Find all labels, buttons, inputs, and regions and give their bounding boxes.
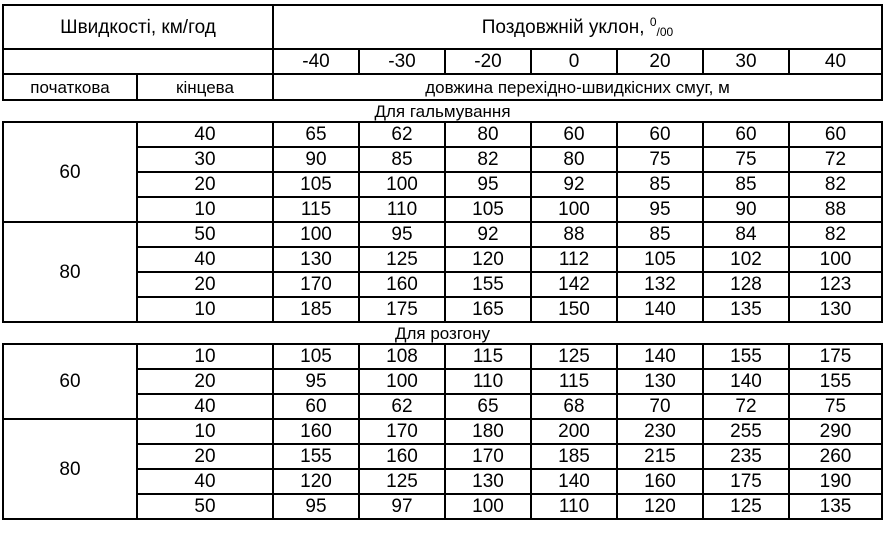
- length-value-cell: 68: [531, 394, 617, 419]
- header-row-top: [3, 5, 882, 49]
- slope-unit-sub: /00: [656, 25, 674, 39]
- length-value-cell: 125: [359, 247, 445, 272]
- length-value-cell: 155: [703, 344, 789, 369]
- length-value-cell: 75: [617, 147, 703, 172]
- slope-header: -20: [445, 49, 531, 74]
- length-value-cell: 108: [359, 344, 445, 369]
- length-value-cell: 72: [789, 147, 882, 172]
- length-value-cell: 140: [703, 369, 789, 394]
- speeds-title: Швидкості, км/год: [3, 5, 273, 49]
- length-value-cell: 62: [359, 122, 445, 147]
- initial-speed-cell: 80: [3, 419, 137, 519]
- section-title-row: [3, 100, 882, 122]
- length-value-cell: 60: [273, 394, 359, 419]
- length-value-cell: 90: [273, 147, 359, 172]
- table-row: [3, 122, 882, 147]
- length-value-cell: 150: [531, 297, 617, 322]
- length-value-cell: 175: [703, 469, 789, 494]
- length-value-cell: 82: [789, 222, 882, 247]
- length-value-cell: 100: [359, 369, 445, 394]
- length-value-cell: 85: [617, 222, 703, 247]
- final-speed-cell: 40: [137, 394, 273, 419]
- length-label: довжина перехідно-швидкісних смуг, м: [273, 74, 882, 100]
- length-value-cell: 260: [789, 444, 882, 469]
- length-value-cell: 85: [359, 147, 445, 172]
- final-speed-cell: 10: [137, 197, 273, 222]
- length-value-cell: 95: [617, 197, 703, 222]
- length-value-cell: 95: [359, 222, 445, 247]
- length-value-cell: 185: [531, 444, 617, 469]
- length-value-cell: 80: [531, 147, 617, 172]
- initial-label: початкова: [3, 74, 137, 100]
- length-value-cell: 123: [789, 272, 882, 297]
- length-value-cell: 125: [531, 344, 617, 369]
- length-value-cell: 85: [703, 172, 789, 197]
- length-value-cell: 95: [445, 172, 531, 197]
- initial-speed-cell: 80: [3, 222, 137, 322]
- final-speed-cell: 40: [137, 247, 273, 272]
- length-value-cell: 132: [617, 272, 703, 297]
- length-value-cell: 215: [617, 444, 703, 469]
- length-value-cell: 140: [617, 344, 703, 369]
- initial-speed-cell: 60: [3, 122, 137, 222]
- slope-title-cell: [273, 5, 882, 49]
- length-value-cell: 102: [703, 247, 789, 272]
- length-value-cell: 85: [617, 172, 703, 197]
- length-value-cell: 80: [445, 122, 531, 147]
- length-value-cell: 200: [531, 419, 617, 444]
- length-value-cell: 88: [789, 197, 882, 222]
- length-value-cell: 90: [703, 197, 789, 222]
- final-speed-cell: 50: [137, 494, 273, 519]
- length-value-cell: 115: [531, 369, 617, 394]
- length-value-cell: 110: [531, 494, 617, 519]
- final-speed-cell: 20: [137, 272, 273, 297]
- length-value-cell: 60: [531, 122, 617, 147]
- length-value-cell: 65: [273, 122, 359, 147]
- length-value-cell: 130: [273, 247, 359, 272]
- length-value-cell: 155: [273, 444, 359, 469]
- length-value-cell: 100: [273, 222, 359, 247]
- length-value-cell: 105: [273, 172, 359, 197]
- length-value-cell: 120: [445, 247, 531, 272]
- slope-header: 40: [789, 49, 882, 74]
- length-value-cell: 160: [359, 444, 445, 469]
- length-value-cell: 110: [445, 369, 531, 394]
- section-title: Для гальмування: [3, 100, 882, 122]
- length-value-cell: 120: [617, 494, 703, 519]
- length-value-cell: 70: [617, 394, 703, 419]
- length-value-cell: 115: [273, 197, 359, 222]
- length-value-cell: 60: [617, 122, 703, 147]
- final-speed-cell: 50: [137, 222, 273, 247]
- length-value-cell: 120: [273, 469, 359, 494]
- length-value-cell: 130: [617, 369, 703, 394]
- final-label: кінцева: [137, 74, 273, 100]
- length-value-cell: 160: [273, 419, 359, 444]
- section-title: Для розгону: [3, 322, 882, 344]
- header-row-slopes: [3, 49, 882, 74]
- length-value-cell: 128: [703, 272, 789, 297]
- final-speed-cell: 10: [137, 297, 273, 322]
- length-value-cell: 165: [445, 297, 531, 322]
- length-value-cell: 100: [531, 197, 617, 222]
- length-value-cell: 142: [531, 272, 617, 297]
- length-value-cell: 155: [445, 272, 531, 297]
- final-speed-cell: 40: [137, 122, 273, 147]
- final-speed-cell: 20: [137, 369, 273, 394]
- header-blank: [3, 49, 273, 74]
- length-value-cell: 100: [359, 172, 445, 197]
- length-value-cell: 82: [789, 172, 882, 197]
- final-speed-cell: 10: [137, 419, 273, 444]
- slope-title: Поздовжній уклон,: [481, 17, 645, 38]
- length-value-cell: 175: [789, 344, 882, 369]
- slope-header: 20: [617, 49, 703, 74]
- length-value-cell: 112: [531, 247, 617, 272]
- length-value-cell: 135: [789, 494, 882, 519]
- initial-speed-cell: 60: [3, 344, 137, 419]
- length-value-cell: 170: [273, 272, 359, 297]
- length-value-cell: 125: [703, 494, 789, 519]
- length-value-cell: 105: [445, 197, 531, 222]
- length-value-cell: 175: [359, 297, 445, 322]
- slope-header: -30: [359, 49, 445, 74]
- length-value-cell: 255: [703, 419, 789, 444]
- length-value-cell: 140: [617, 297, 703, 322]
- length-value-cell: 130: [789, 297, 882, 322]
- length-value-cell: 125: [359, 469, 445, 494]
- final-speed-cell: 10: [137, 344, 273, 369]
- length-value-cell: 97: [359, 494, 445, 519]
- final-speed-cell: 20: [137, 444, 273, 469]
- length-value-cell: 105: [273, 344, 359, 369]
- slope-header: -40: [273, 49, 359, 74]
- length-value-cell: 130: [445, 469, 531, 494]
- length-value-cell: 190: [789, 469, 882, 494]
- length-value-cell: 62: [359, 394, 445, 419]
- length-value-cell: 235: [703, 444, 789, 469]
- length-value-cell: 110: [359, 197, 445, 222]
- length-value-cell: 170: [445, 444, 531, 469]
- final-speed-cell: 40: [137, 469, 273, 494]
- length-value-cell: 170: [359, 419, 445, 444]
- final-speed-cell: 20: [137, 172, 273, 197]
- length-value-cell: 100: [789, 247, 882, 272]
- length-value-cell: 92: [445, 222, 531, 247]
- length-value-cell: 92: [531, 172, 617, 197]
- table-row: [3, 344, 882, 369]
- length-value-cell: 115: [445, 344, 531, 369]
- length-value-cell: 60: [703, 122, 789, 147]
- length-value-cell: 105: [617, 247, 703, 272]
- length-value-cell: 88: [531, 222, 617, 247]
- length-value-cell: 75: [703, 147, 789, 172]
- table-row: [3, 419, 882, 444]
- length-value-cell: 140: [531, 469, 617, 494]
- length-value-cell: 95: [273, 494, 359, 519]
- header-row-labels: [3, 74, 882, 100]
- length-value-cell: 230: [617, 419, 703, 444]
- length-value-cell: 155: [789, 369, 882, 394]
- slope-header: 0: [531, 49, 617, 74]
- length-value-cell: 290: [789, 419, 882, 444]
- length-value-cell: 82: [445, 147, 531, 172]
- transition-lanes-table: [2, 4, 883, 520]
- length-value-cell: 75: [789, 394, 882, 419]
- length-value-cell: 65: [445, 394, 531, 419]
- length-value-cell: 72: [703, 394, 789, 419]
- length-value-cell: 95: [273, 369, 359, 394]
- slope-unit-sup: 0: [649, 15, 657, 29]
- length-value-cell: 60: [789, 122, 882, 147]
- length-value-cell: 160: [617, 469, 703, 494]
- length-value-cell: 84: [703, 222, 789, 247]
- final-speed-cell: 30: [137, 147, 273, 172]
- section-title-row: [3, 322, 882, 344]
- table-row: [3, 222, 882, 247]
- slope-header: 30: [703, 49, 789, 74]
- length-value-cell: 180: [445, 419, 531, 444]
- length-value-cell: 160: [359, 272, 445, 297]
- length-value-cell: 185: [273, 297, 359, 322]
- length-value-cell: 100: [445, 494, 531, 519]
- length-value-cell: 135: [703, 297, 789, 322]
